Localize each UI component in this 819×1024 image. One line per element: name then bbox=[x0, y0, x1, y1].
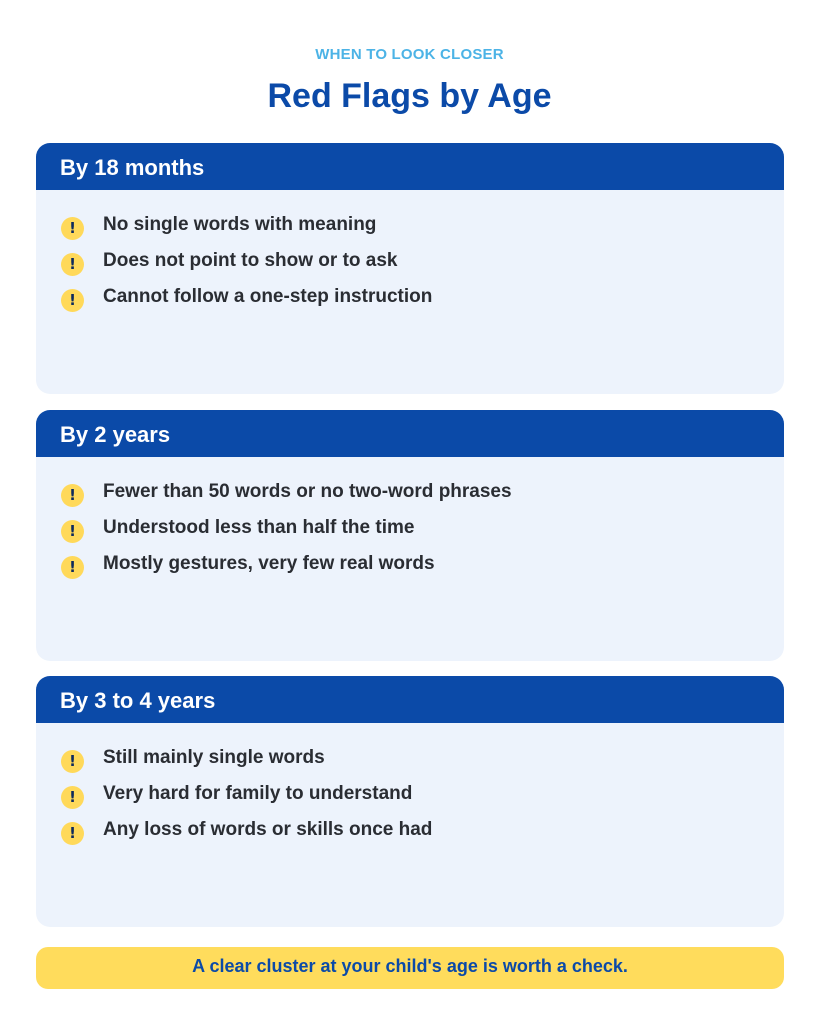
exclamation-icon: ! bbox=[61, 289, 84, 312]
card-3-to-4-years bbox=[36, 676, 784, 927]
exclamation-icon: ! bbox=[61, 750, 84, 773]
list-item bbox=[36, 741, 784, 777]
list-item bbox=[36, 547, 784, 583]
list-item-text: Cannot follow a one-step instruction bbox=[103, 285, 433, 307]
card-18-months bbox=[36, 143, 784, 394]
list-item-text: Does not point to show or to ask bbox=[103, 249, 398, 271]
list-item-text: Very hard for family to understand bbox=[103, 782, 413, 804]
exclamation-icon: ! bbox=[61, 556, 84, 579]
list-item bbox=[36, 475, 784, 511]
list-item-text: Any loss of words or skills once had bbox=[103, 818, 433, 840]
list-item bbox=[36, 280, 784, 316]
exclamation-icon: ! bbox=[61, 822, 84, 845]
exclamation-icon: ! bbox=[61, 520, 84, 543]
card-heading: By 2 years bbox=[36, 410, 784, 457]
red-flag-list bbox=[36, 190, 784, 316]
list-item-text: Understood less than half the time bbox=[103, 516, 415, 538]
exclamation-icon: ! bbox=[61, 217, 84, 240]
red-flag-list bbox=[36, 457, 784, 583]
list-item-text: Fewer than 50 words or no two-word phrases bbox=[103, 480, 512, 502]
eyebrow-label: WHEN TO LOOK CLOSER bbox=[315, 46, 504, 63]
exclamation-icon: ! bbox=[61, 253, 84, 276]
list-item bbox=[36, 208, 784, 244]
list-item-text: No single words with meaning bbox=[103, 213, 377, 235]
card-heading: By 18 months bbox=[36, 143, 784, 190]
list-item-text: Still mainly single words bbox=[103, 746, 325, 768]
footer-note: A clear cluster at your child's age is worth a check. bbox=[36, 947, 784, 989]
list-item bbox=[36, 511, 784, 547]
card-heading: By 3 to 4 years bbox=[36, 676, 784, 723]
page-title: Red Flags by Age bbox=[267, 77, 552, 115]
list-item bbox=[36, 244, 784, 280]
exclamation-icon: ! bbox=[61, 484, 84, 507]
red-flag-list bbox=[36, 723, 784, 849]
list-item bbox=[36, 777, 784, 813]
card-2-years bbox=[36, 410, 784, 661]
exclamation-icon: ! bbox=[61, 786, 84, 809]
list-item-text: Mostly gestures, very few real words bbox=[103, 552, 435, 574]
list-item bbox=[36, 813, 784, 849]
